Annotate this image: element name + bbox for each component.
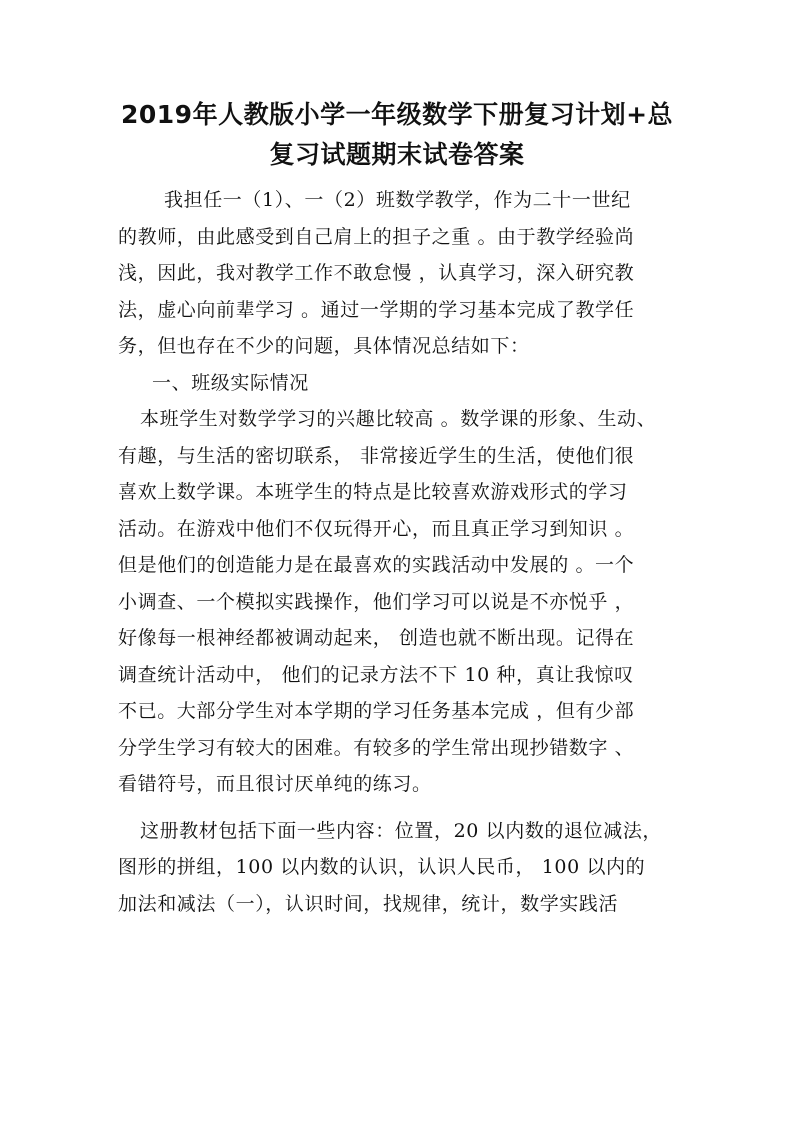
text-line: 这册教材包括下面一些内容：位置，20 以内数的退位减法， [140,819,663,842]
text-line: 法，虚心向前辈学习 。通过一学期的学习基本完成了教学任 [118,298,635,321]
text-line: 好像每一根神经都被调动起来， 创造也就不断出现。记得在 [118,627,635,649]
text-line: 浅，因此，我对教学工作不敢怠慢 ，认真学习，深入研究教 [118,262,635,284]
text-line: 图形的拼组，100 以内数的认识，认识人民币， 100 以内的 [118,856,646,878]
text-line: 小调查、一个模拟实践操作，他们学习可以说是不亦悦乎 ， [118,590,635,613]
intro-paragraph [118,182,678,365]
text-line: 务，但也存在不少的问题，具体情况总结如下： [118,335,530,357]
text-line: 不已。大部分学生对本学期的学习任务基本完成 ，但有少部 [118,700,635,722]
text-line: 加法和减法（一），认识时间，找规律，统计，数学实践活 [118,892,619,915]
document-body [118,182,678,922]
section-heading: 一、班级实际情况 [152,371,309,394]
text-line: 看错符号，而且很讨厌单纯的练习。 [118,773,432,795]
content-paragraph [118,813,678,923]
text-line: 活动。在游戏中他们不仅玩得开心，而且真正学习到知识 。 [118,517,635,540]
text-line: 的教师，由此感受到自己肩上的担子之重 。由于教学经验尚 [118,225,635,248]
text-line: 本班学生对数学学习的兴趣比较高 。数学课的形象、生动、 [140,408,657,430]
paragraph-gap [118,803,678,813]
document-title [100,95,694,175]
text-line: 喜欢上数学课。本班学生的特点是比较喜欢游戏形式的学习 [118,481,628,503]
text-line: 调查统计活动中， 他们的记录方法不下 10 种，真让我惊叹 [118,663,634,686]
text-line: 我担任一（1）、一（2）班数学教学，作为二十一世纪 [164,189,631,211]
text-line: 有趣，与生活的密切联系， 非常接近学生的生活，使他们很 [118,444,635,467]
text-line: 但是他们的创造能力是在最喜欢的实践活动中发展的 。一个 [118,554,635,576]
text-line: 分学生学习有较大的困难。有较多的学生常出现抄错数字 、 [118,736,635,759]
title-line-2: 复习试题期末试卷答案 [269,140,525,169]
title-line-1: 2019年人教版小学一年级数学下册复习计划+总 [120,100,674,129]
class-situation-paragraph [118,401,678,803]
